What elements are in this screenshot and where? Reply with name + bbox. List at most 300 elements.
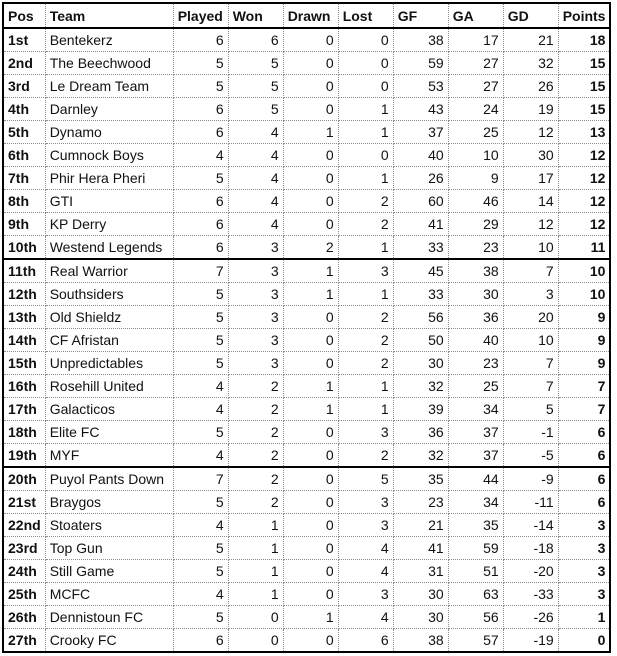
table-row: [3, 259, 610, 283]
cell-drawn: 0: [283, 306, 338, 329]
cell-ga: 23: [448, 352, 503, 375]
cell-pos: 10th: [3, 236, 45, 260]
cell-won: 4: [228, 190, 283, 213]
cell-gd: -14: [503, 514, 558, 537]
cell-drawn: 0: [283, 583, 338, 606]
cell-ga: 25: [448, 121, 503, 144]
cell-played: 4: [173, 583, 228, 606]
cell-gf: 32: [393, 444, 448, 468]
cell-ga: 37: [448, 421, 503, 444]
cell-gd: -11: [503, 491, 558, 514]
cell-gf: 30: [393, 606, 448, 629]
cell-pos: 1st: [3, 28, 45, 52]
cell-gf: 33: [393, 283, 448, 306]
cell-won: 0: [228, 629, 283, 653]
cell-drawn: 1: [283, 259, 338, 283]
cell-pos: 20th: [3, 467, 45, 491]
header-points: Points: [558, 3, 610, 28]
cell-pos: 9th: [3, 213, 45, 236]
cell-team: Southsiders: [45, 283, 173, 306]
table-row: [3, 375, 610, 398]
cell-points: 6: [558, 467, 610, 491]
header-played: Played: [173, 3, 228, 28]
cell-team: Dennistoun FC: [45, 606, 173, 629]
cell-gf: 45: [393, 259, 448, 283]
cell-played: 6: [173, 98, 228, 121]
cell-lost: 5: [338, 467, 393, 491]
cell-points: 10: [558, 283, 610, 306]
cell-drawn: 0: [283, 421, 338, 444]
cell-ga: 38: [448, 259, 503, 283]
cell-pos: 27th: [3, 629, 45, 653]
cell-drawn: 0: [283, 98, 338, 121]
cell-gf: 38: [393, 28, 448, 52]
cell-drawn: 1: [283, 283, 338, 306]
table-row: [3, 213, 610, 236]
cell-gf: 37: [393, 121, 448, 144]
cell-gf: 43: [393, 98, 448, 121]
cell-won: 2: [228, 491, 283, 514]
cell-gd: 26: [503, 75, 558, 98]
cell-team: Old Shieldz: [45, 306, 173, 329]
cell-drawn: 1: [283, 606, 338, 629]
cell-lost: 0: [338, 144, 393, 167]
cell-points: 12: [558, 167, 610, 190]
cell-drawn: 0: [283, 52, 338, 75]
cell-team: Crooky FC: [45, 629, 173, 653]
cell-played: 6: [173, 190, 228, 213]
cell-team: KP Derry: [45, 213, 173, 236]
cell-pos: 24th: [3, 560, 45, 583]
cell-points: 9: [558, 306, 610, 329]
cell-gd: 20: [503, 306, 558, 329]
cell-gd: 14: [503, 190, 558, 213]
cell-drawn: 0: [283, 28, 338, 52]
cell-ga: 37: [448, 444, 503, 468]
cell-gd: 7: [503, 352, 558, 375]
cell-ga: 40: [448, 329, 503, 352]
table-row: [3, 491, 610, 514]
cell-played: 5: [173, 560, 228, 583]
cell-ga: 27: [448, 75, 503, 98]
table-row: [3, 421, 610, 444]
cell-gd: -5: [503, 444, 558, 468]
table-row: [3, 28, 610, 52]
table-row: [3, 121, 610, 144]
cell-points: 6: [558, 444, 610, 468]
cell-lost: 4: [338, 560, 393, 583]
cell-pos: 25th: [3, 583, 45, 606]
cell-team: Galacticos: [45, 398, 173, 421]
cell-lost: 1: [338, 121, 393, 144]
cell-won: 2: [228, 375, 283, 398]
cell-played: 4: [173, 375, 228, 398]
cell-lost: 1: [338, 236, 393, 260]
cell-played: 7: [173, 259, 228, 283]
cell-won: 4: [228, 144, 283, 167]
cell-team: MCFC: [45, 583, 173, 606]
cell-lost: 3: [338, 514, 393, 537]
cell-gf: 50: [393, 329, 448, 352]
cell-gd: -19: [503, 629, 558, 653]
cell-ga: 46: [448, 190, 503, 213]
cell-team: Westend Legends: [45, 236, 173, 260]
cell-team: CF Afristan: [45, 329, 173, 352]
cell-drawn: 0: [283, 629, 338, 653]
cell-team: Dynamo: [45, 121, 173, 144]
table-row: [3, 537, 610, 560]
cell-lost: 2: [338, 213, 393, 236]
cell-points: 6: [558, 491, 610, 514]
cell-team: Phir Hera Pheri: [45, 167, 173, 190]
cell-team: GTI: [45, 190, 173, 213]
cell-lost: 4: [338, 537, 393, 560]
cell-played: 4: [173, 514, 228, 537]
cell-gd: 10: [503, 329, 558, 352]
cell-won: 5: [228, 98, 283, 121]
cell-pos: 15th: [3, 352, 45, 375]
cell-played: 5: [173, 606, 228, 629]
table-row: [3, 306, 610, 329]
cell-lost: 3: [338, 491, 393, 514]
cell-lost: 3: [338, 583, 393, 606]
cell-played: 5: [173, 306, 228, 329]
cell-drawn: 0: [283, 467, 338, 491]
cell-played: 5: [173, 537, 228, 560]
cell-points: 3: [558, 514, 610, 537]
cell-pos: 11th: [3, 259, 45, 283]
cell-won: 3: [228, 306, 283, 329]
cell-gf: 31: [393, 560, 448, 583]
cell-won: 3: [228, 236, 283, 260]
cell-played: 6: [173, 121, 228, 144]
cell-drawn: 0: [283, 444, 338, 468]
cell-points: 15: [558, 52, 610, 75]
cell-gd: -18: [503, 537, 558, 560]
header-ga: GA: [448, 3, 503, 28]
cell-team: Rosehill United: [45, 375, 173, 398]
table-body: [3, 28, 610, 652]
cell-lost: 1: [338, 398, 393, 421]
cell-won: 0: [228, 606, 283, 629]
table-row: [3, 190, 610, 213]
cell-drawn: 0: [283, 560, 338, 583]
cell-won: 2: [228, 444, 283, 468]
cell-points: 12: [558, 144, 610, 167]
cell-lost: 2: [338, 444, 393, 468]
cell-lost: 6: [338, 629, 393, 653]
cell-ga: 59: [448, 537, 503, 560]
table-row: [3, 167, 610, 190]
cell-played: 5: [173, 421, 228, 444]
cell-pos: 8th: [3, 190, 45, 213]
cell-played: 5: [173, 283, 228, 306]
cell-team: The Beechwood: [45, 52, 173, 75]
cell-won: 5: [228, 52, 283, 75]
cell-pos: 14th: [3, 329, 45, 352]
table-row: [3, 467, 610, 491]
cell-played: 4: [173, 398, 228, 421]
cell-drawn: 0: [283, 491, 338, 514]
table-row: [3, 444, 610, 468]
cell-won: 1: [228, 537, 283, 560]
cell-lost: 1: [338, 167, 393, 190]
cell-gf: 60: [393, 190, 448, 213]
cell-won: 3: [228, 329, 283, 352]
cell-pos: 18th: [3, 421, 45, 444]
cell-ga: 35: [448, 514, 503, 537]
cell-played: 5: [173, 491, 228, 514]
table-row: [3, 144, 610, 167]
cell-gd: 7: [503, 375, 558, 398]
cell-points: 10: [558, 259, 610, 283]
cell-lost: 4: [338, 606, 393, 629]
cell-points: 15: [558, 75, 610, 98]
cell-won: 1: [228, 583, 283, 606]
cell-lost: 1: [338, 283, 393, 306]
header-gd: GD: [503, 3, 558, 28]
cell-lost: 3: [338, 259, 393, 283]
cell-ga: 36: [448, 306, 503, 329]
cell-points: 3: [558, 537, 610, 560]
cell-won: 5: [228, 75, 283, 98]
cell-played: 6: [173, 629, 228, 653]
cell-lost: 3: [338, 421, 393, 444]
cell-points: 12: [558, 213, 610, 236]
cell-lost: 2: [338, 190, 393, 213]
cell-gd: -33: [503, 583, 558, 606]
cell-gf: 56: [393, 306, 448, 329]
cell-gf: 21: [393, 514, 448, 537]
cell-won: 2: [228, 421, 283, 444]
table-row: [3, 398, 610, 421]
cell-lost: 0: [338, 52, 393, 75]
cell-played: 5: [173, 52, 228, 75]
table-row: [3, 283, 610, 306]
cell-ga: 30: [448, 283, 503, 306]
cell-gf: 41: [393, 537, 448, 560]
cell-pos: 12th: [3, 283, 45, 306]
cell-gd: -20: [503, 560, 558, 583]
table-row: [3, 606, 610, 629]
cell-gf: 40: [393, 144, 448, 167]
cell-won: 4: [228, 213, 283, 236]
cell-points: 13: [558, 121, 610, 144]
cell-pos: 19th: [3, 444, 45, 468]
cell-ga: 44: [448, 467, 503, 491]
cell-pos: 5th: [3, 121, 45, 144]
cell-drawn: 0: [283, 514, 338, 537]
cell-pos: 26th: [3, 606, 45, 629]
cell-won: 3: [228, 352, 283, 375]
header-row: [3, 3, 610, 28]
cell-points: 12: [558, 190, 610, 213]
cell-ga: 63: [448, 583, 503, 606]
cell-points: 15: [558, 98, 610, 121]
cell-played: 7: [173, 467, 228, 491]
cell-lost: 0: [338, 75, 393, 98]
cell-drawn: 0: [283, 213, 338, 236]
table-row: [3, 52, 610, 75]
cell-gd: 17: [503, 167, 558, 190]
cell-team: Cumnock Boys: [45, 144, 173, 167]
cell-team: Still Game: [45, 560, 173, 583]
cell-ga: 57: [448, 629, 503, 653]
cell-points: 7: [558, 398, 610, 421]
cell-points: 9: [558, 352, 610, 375]
cell-gd: -1: [503, 421, 558, 444]
table-row: [3, 560, 610, 583]
cell-lost: 0: [338, 28, 393, 52]
cell-lost: 2: [338, 306, 393, 329]
cell-ga: 24: [448, 98, 503, 121]
cell-gf: 33: [393, 236, 448, 260]
cell-won: 1: [228, 560, 283, 583]
cell-gf: 32: [393, 375, 448, 398]
cell-team: Top Gun: [45, 537, 173, 560]
cell-won: 2: [228, 398, 283, 421]
cell-gd: 12: [503, 121, 558, 144]
cell-won: 2: [228, 467, 283, 491]
cell-gf: 41: [393, 213, 448, 236]
table-row: [3, 98, 610, 121]
cell-drawn: 0: [283, 190, 338, 213]
cell-pos: 13th: [3, 306, 45, 329]
cell-team: Real Warrior: [45, 259, 173, 283]
cell-gf: 53: [393, 75, 448, 98]
cell-team: Braygos: [45, 491, 173, 514]
cell-points: 1: [558, 606, 610, 629]
cell-played: 5: [173, 329, 228, 352]
cell-team: MYF: [45, 444, 173, 468]
league-table-container: [2, 2, 611, 653]
cell-won: 1: [228, 514, 283, 537]
cell-pos: 17th: [3, 398, 45, 421]
cell-ga: 10: [448, 144, 503, 167]
cell-won: 4: [228, 121, 283, 144]
table-row: [3, 629, 610, 653]
cell-team: Stoaters: [45, 514, 173, 537]
header-gf: GF: [393, 3, 448, 28]
cell-gf: 26: [393, 167, 448, 190]
cell-played: 5: [173, 75, 228, 98]
cell-points: 9: [558, 329, 610, 352]
header-lost: Lost: [338, 3, 393, 28]
cell-ga: 9: [448, 167, 503, 190]
cell-gd: 5: [503, 398, 558, 421]
header-drawn: Drawn: [283, 3, 338, 28]
cell-gd: 19: [503, 98, 558, 121]
cell-drawn: 0: [283, 537, 338, 560]
cell-played: 4: [173, 144, 228, 167]
cell-ga: 27: [448, 52, 503, 75]
table-row: [3, 514, 610, 537]
cell-pos: 16th: [3, 375, 45, 398]
cell-played: 6: [173, 236, 228, 260]
cell-pos: 6th: [3, 144, 45, 167]
cell-drawn: 0: [283, 167, 338, 190]
cell-ga: 17: [448, 28, 503, 52]
cell-drawn: 1: [283, 375, 338, 398]
cell-played: 6: [173, 28, 228, 52]
header-team: Team: [45, 3, 173, 28]
cell-drawn: 0: [283, 352, 338, 375]
cell-gf: 39: [393, 398, 448, 421]
cell-drawn: 0: [283, 329, 338, 352]
cell-lost: 2: [338, 352, 393, 375]
cell-team: Unpredictables: [45, 352, 173, 375]
cell-lost: 1: [338, 98, 393, 121]
cell-ga: 23: [448, 236, 503, 260]
cell-gd: -26: [503, 606, 558, 629]
cell-team: Le Dream Team: [45, 75, 173, 98]
cell-gf: 35: [393, 467, 448, 491]
cell-team: Elite FC: [45, 421, 173, 444]
cell-lost: 1: [338, 375, 393, 398]
cell-won: 3: [228, 259, 283, 283]
cell-gf: 59: [393, 52, 448, 75]
cell-pos: 22nd: [3, 514, 45, 537]
table-row: [3, 329, 610, 352]
cell-drawn: 0: [283, 144, 338, 167]
cell-won: 3: [228, 283, 283, 306]
cell-ga: 25: [448, 375, 503, 398]
cell-drawn: 1: [283, 121, 338, 144]
cell-pos: 7th: [3, 167, 45, 190]
cell-pos: 23rd: [3, 537, 45, 560]
cell-gf: 30: [393, 352, 448, 375]
cell-gf: 36: [393, 421, 448, 444]
header-won: Won: [228, 3, 283, 28]
cell-pos: 3rd: [3, 75, 45, 98]
cell-gf: 30: [393, 583, 448, 606]
cell-pos: 21st: [3, 491, 45, 514]
table-row: [3, 352, 610, 375]
cell-gf: 23: [393, 491, 448, 514]
cell-gd: 7: [503, 259, 558, 283]
cell-ga: 34: [448, 491, 503, 514]
cell-points: 6: [558, 421, 610, 444]
table-row: [3, 583, 610, 606]
cell-gd: 30: [503, 144, 558, 167]
cell-gd: 12: [503, 213, 558, 236]
cell-points: 0: [558, 629, 610, 653]
table-row: [3, 236, 610, 260]
cell-points: 7: [558, 375, 610, 398]
cell-ga: 51: [448, 560, 503, 583]
cell-gd: 3: [503, 283, 558, 306]
cell-played: 5: [173, 167, 228, 190]
table-row: [3, 75, 610, 98]
cell-pos: 4th: [3, 98, 45, 121]
cell-played: 6: [173, 213, 228, 236]
cell-points: 3: [558, 583, 610, 606]
cell-gd: 32: [503, 52, 558, 75]
cell-won: 6: [228, 28, 283, 52]
cell-won: 4: [228, 167, 283, 190]
cell-lost: 2: [338, 329, 393, 352]
cell-played: 4: [173, 444, 228, 468]
cell-drawn: 2: [283, 236, 338, 260]
cell-pos: 2nd: [3, 52, 45, 75]
cell-ga: 29: [448, 213, 503, 236]
cell-team: Darnley: [45, 98, 173, 121]
cell-points: 3: [558, 560, 610, 583]
cell-gf: 38: [393, 629, 448, 653]
header-pos: Pos: [3, 3, 45, 28]
cell-played: 5: [173, 352, 228, 375]
cell-ga: 56: [448, 606, 503, 629]
